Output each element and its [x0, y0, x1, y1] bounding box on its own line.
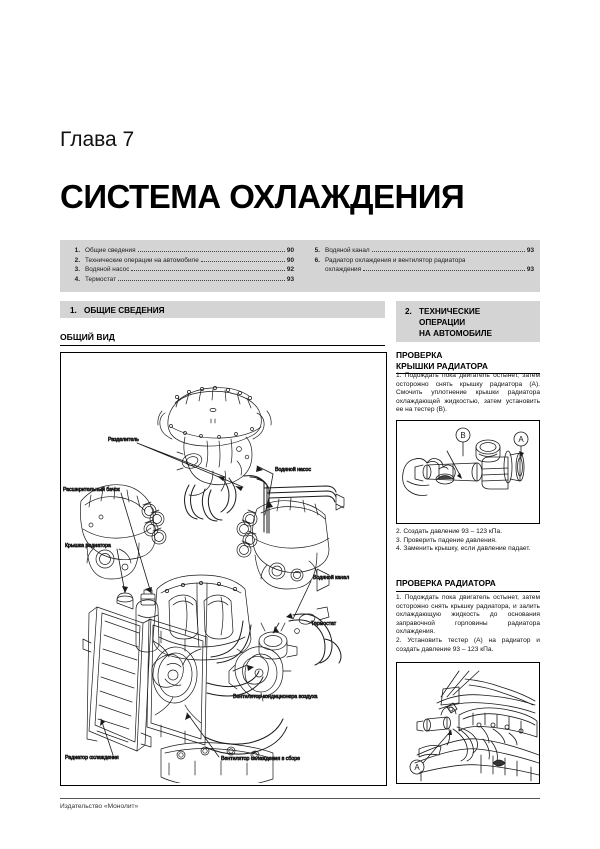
water-pump-pipe-part [244, 476, 344, 533]
figure-label-separator: Разделитель [108, 437, 139, 443]
lower-block-part [161, 743, 273, 783]
chapter-label: Глава 7 [60, 128, 135, 151]
figure-label-thermostat: Термостат [311, 621, 337, 627]
toc-leader [118, 275, 285, 281]
front-end-part [415, 739, 539, 781]
step-text-4: 4. Заменить крышку, если давление падает. [396, 545, 531, 553]
toc-number: 5. [314, 247, 320, 254]
leader-a [423, 733, 449, 763]
toc-page-number: 93 [286, 275, 294, 283]
tester-on-radiator-part [417, 703, 457, 745]
heading-radiator-check [396, 578, 540, 592]
page-title: СИСТЕМА ОХЛАЖДЕНИЯ [60, 178, 465, 215]
figure-label-cooling-fan-assembly: Вентилятор охлаждения в сборе [221, 756, 300, 762]
paragraph-cap-check-steps [396, 528, 540, 554]
lower-hoses-part [205, 621, 287, 754]
toc-item[interactable] [306, 256, 534, 275]
intake-manifold-part [158, 386, 271, 446]
figure-label-ac-condenser-fan: Вентилятор кондиционера воздуха [233, 694, 318, 700]
toc-item[interactable] [66, 256, 294, 266]
toc-page-number: 93 [526, 266, 534, 274]
heading-text: ПРОВЕРКА РАДИАТОРА [396, 578, 540, 592]
hoses-part [453, 729, 497, 761]
toc-label: Радиатор охлаждения и вентилятор радиатора [325, 256, 466, 264]
radiator-cap-part [476, 440, 500, 462]
section-number: 2. [405, 307, 412, 316]
toc-label: Общие сведения [85, 247, 136, 254]
heading-radiator-cap-check [396, 350, 540, 374]
engine-bay-radiator-tester-illustration [396, 662, 540, 784]
toc-item[interactable] [306, 246, 534, 256]
toc-label: Термостат [85, 275, 116, 283]
radiator-cap-tester-illustration [396, 420, 540, 524]
section-title: ОБЩИЕ СВЕДЕНИЯ [84, 305, 165, 315]
callout-label-b: B [460, 431, 466, 440]
toc-page-number: 90 [286, 256, 294, 264]
step-text-a: 1. Подождать пока двигатель остынет, затем осторожно снять крышку радиатора, и залить охлаждающую жидкость до основания заправочной горловины радиатора охлаждения. [396, 594, 540, 636]
step-text-3: 3. Проверить падение давления. [396, 536, 497, 544]
toc-leader [131, 265, 284, 271]
toc-leader [201, 256, 285, 262]
section-header-general-info [60, 301, 385, 318]
toc-number: 3. [74, 266, 80, 274]
heading-line-2: КРЫШКИ РАДИАТОРА [396, 360, 488, 371]
engine-block-part [153, 575, 251, 660]
toc-leader [363, 265, 525, 271]
step-text-b: 2. Установить тестер (А) на радиатор и создать давление 93 – 123 кПа. [396, 636, 540, 653]
cooling-system-overview-diagram [60, 352, 387, 786]
table-of-contents [60, 240, 540, 292]
toc-leader [372, 246, 525, 252]
toc-label: Водяной насос [85, 266, 130, 274]
section-number: 1. [70, 305, 77, 315]
paragraph-cap-check-step1 [396, 372, 540, 415]
paragraph-radiator-check [396, 594, 540, 654]
hood-part [437, 671, 535, 713]
publisher-imprint: Издательство «Монолит» [60, 803, 139, 810]
step-text-2: 2. Создать давление 93 – 123 кПа. [396, 528, 503, 535]
heading-line-1: ПРОВЕРКА [396, 350, 443, 360]
toc-leader [138, 246, 285, 252]
engine-top-part [457, 708, 537, 753]
toc-page-number: 90 [286, 247, 294, 254]
toc-page-number: 93 [526, 247, 534, 254]
toc-number: 1. [74, 247, 80, 254]
toc-item[interactable] [66, 275, 294, 285]
toc-label-cont: охлаждения [325, 266, 362, 274]
toc-number: 2. [74, 256, 80, 264]
toc-number: 6. [314, 256, 320, 264]
section-title-line3: НА АВТОМОБИЛЕ [419, 329, 492, 338]
footer-divider [60, 798, 540, 799]
toc-item[interactable] [66, 246, 294, 256]
section-header-service-ops [396, 301, 540, 342]
callout-label-a2: A [414, 763, 420, 772]
toc-column-left [66, 246, 294, 284]
toc-label: Технические операции на автомобиле [85, 256, 199, 264]
water-channel-part [289, 607, 341, 665]
callout-label-a: A [518, 435, 524, 444]
toc-label: Водяной канал [325, 247, 370, 254]
figure-label-radiator-cap: Крышка радиатора [65, 543, 111, 549]
toc-page-number: 92 [286, 266, 294, 274]
figure-label-water-pump: Водяной насос [275, 467, 312, 473]
section-title-line2: ОПЕРАЦИИ [419, 318, 466, 327]
figure-label-water-channel: Водяной канал [313, 575, 350, 581]
section-title-line1: ТЕХНИЧЕСКИЕ [419, 307, 481, 316]
toc-column-right [306, 246, 534, 284]
tester-barrel-part [415, 463, 482, 484]
radiator-part [83, 593, 151, 751]
cylinder-head-left-part [80, 485, 166, 579]
toc-item[interactable] [66, 265, 294, 275]
figure-label-expansion-tank: Расширительный бачок [63, 487, 120, 493]
toc-number: 4. [74, 275, 80, 283]
thermostat-part [259, 623, 297, 659]
subsection-heading-overview: ОБЩИЙ ВИД [60, 332, 385, 346]
step-text: 1. Подождать пока двигатель остынет, затем осторожно снять крышку радиатора (А). Смочить уплотнение крышки радиатора охлаждающей жидкостью, затем установить ее на тестер (В). [396, 372, 540, 414]
figure-label-radiator: Радиатор охлаждения [65, 755, 119, 761]
